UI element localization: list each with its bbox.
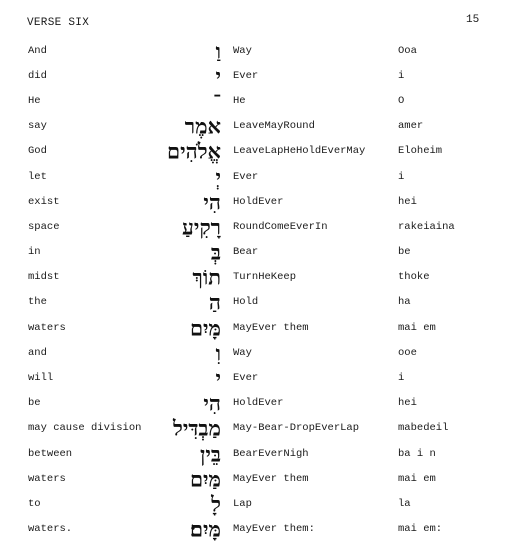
- hebrew-word: וִ: [215, 340, 221, 366]
- hebrew-word: וַ: [215, 38, 221, 64]
- letter-meaning: RoundComeEverIn: [233, 220, 328, 233]
- transliteration: Ooa: [398, 44, 417, 57]
- hebrew-word: תוֹךְ: [192, 264, 221, 290]
- english-word: will: [28, 372, 54, 385]
- letter-meaning: Bear: [233, 246, 259, 259]
- transliteration: i: [398, 372, 405, 385]
- verse-row: [0, 365, 510, 390]
- english-word: waters: [28, 321, 66, 334]
- hebrew-word: בְּ: [210, 239, 221, 265]
- transliteration: rakeiaina: [398, 220, 455, 233]
- verse-row: [0, 391, 510, 416]
- verse-row: [0, 139, 510, 164]
- letter-meaning: Ever: [233, 372, 259, 385]
- english-word: God: [28, 145, 47, 158]
- transliteration: amer: [398, 120, 424, 133]
- hebrew-word: הִי: [203, 189, 221, 215]
- hebrew-word: מָּיִם: [189, 315, 221, 341]
- verse-row: [0, 114, 510, 139]
- verse-row: [0, 265, 510, 290]
- english-word: between: [28, 447, 73, 460]
- letter-meaning: LeaveLapHeHoldEverMay: [233, 145, 366, 158]
- verse-row: [0, 315, 510, 340]
- transliteration: be: [398, 246, 411, 259]
- verse-row: [0, 290, 510, 315]
- hebrew-word: ־: [212, 88, 221, 114]
- letter-meaning: Lap: [233, 497, 252, 510]
- verse-rows: [0, 38, 510, 542]
- english-word: the: [28, 296, 47, 309]
- hebrew-word: אֱלֹהִים: [167, 138, 221, 164]
- verse-row: [0, 63, 510, 88]
- letter-meaning: HoldEver: [233, 195, 284, 208]
- english-word: to: [28, 497, 41, 510]
- transliteration: hei: [398, 195, 417, 208]
- hebrew-word: יְ: [215, 164, 221, 190]
- letter-meaning: He: [233, 94, 246, 107]
- english-word: did: [28, 69, 47, 82]
- english-word: space: [28, 220, 60, 233]
- verse-row: [0, 38, 510, 63]
- english-word: and: [28, 346, 47, 359]
- verse-row: [0, 466, 510, 491]
- letter-meaning: Ever: [233, 69, 259, 82]
- verse-row: [0, 189, 510, 214]
- hebrew-word: י: [215, 365, 221, 391]
- transliteration: la: [398, 497, 411, 510]
- transliteration: ba i n: [398, 447, 436, 460]
- hebrew-word: אמֶר: [184, 113, 221, 139]
- transliteration: mabedeil: [398, 422, 449, 435]
- verse-row: [0, 88, 510, 113]
- page-number: 15: [466, 14, 480, 26]
- hebrew-word: הִי: [203, 390, 221, 416]
- english-word: in: [28, 246, 41, 259]
- transliteration: mai em: [398, 472, 436, 485]
- english-word: may cause division: [28, 422, 142, 435]
- letter-meaning: Way: [233, 346, 252, 359]
- verse-row: [0, 491, 510, 516]
- letter-meaning: HoldEver: [233, 397, 284, 410]
- transliteration: i: [398, 170, 405, 183]
- verse-row: [0, 416, 510, 441]
- english-word: And: [28, 44, 47, 57]
- verse-row: [0, 340, 510, 365]
- transliteration: ooe: [398, 346, 417, 359]
- hebrew-word: הַ: [208, 289, 221, 315]
- transliteration: mai em:: [398, 523, 443, 536]
- transliteration: i: [398, 69, 405, 82]
- verse-row: [0, 517, 510, 542]
- hebrew-word: בֵּין: [200, 441, 221, 467]
- english-word: waters: [28, 472, 66, 485]
- english-word: exist: [28, 195, 60, 208]
- hebrew-word: לָ: [211, 491, 221, 517]
- english-word: waters.: [28, 523, 73, 536]
- transliteration: hei: [398, 397, 417, 410]
- verse-row: [0, 214, 510, 239]
- verse-row: [0, 240, 510, 265]
- english-word: be: [28, 397, 41, 410]
- transliteration: mai em: [398, 321, 436, 334]
- letter-meaning: Way: [233, 44, 252, 57]
- letter-meaning: May-Bear-DropEverLap: [233, 422, 360, 435]
- letter-meaning: TurnHeKeep: [233, 271, 297, 284]
- letter-meaning: MayEver them: [233, 472, 309, 485]
- letter-meaning: MayEver them: [233, 321, 309, 334]
- verse-row: [0, 441, 510, 466]
- transliteration: Eloheim: [398, 145, 443, 158]
- letter-meaning: Ever: [233, 170, 259, 183]
- letter-meaning: MayEver them:: [233, 523, 315, 536]
- transliteration: thoke: [398, 271, 430, 284]
- letter-meaning: LeaveMayRound: [233, 120, 315, 133]
- letter-meaning: Hold: [233, 296, 259, 309]
- letter-meaning: BearEverNigh: [233, 447, 309, 460]
- hebrew-word: מָּיִם׃: [189, 516, 221, 542]
- english-word: say: [28, 120, 47, 133]
- english-word: midst: [28, 271, 60, 284]
- transliteration: O: [398, 94, 405, 107]
- hebrew-word: מַבְדִּיל: [173, 415, 221, 441]
- verse-row: [0, 164, 510, 189]
- english-word: let: [28, 170, 47, 183]
- english-word: He: [28, 94, 41, 107]
- hebrew-word: רָקִיעַ: [182, 214, 221, 240]
- verse-heading: VERSE SIX: [27, 17, 90, 29]
- hebrew-word: מַּיִם: [189, 466, 221, 492]
- hebrew-word: י: [215, 63, 221, 89]
- transliteration: ha: [398, 296, 411, 309]
